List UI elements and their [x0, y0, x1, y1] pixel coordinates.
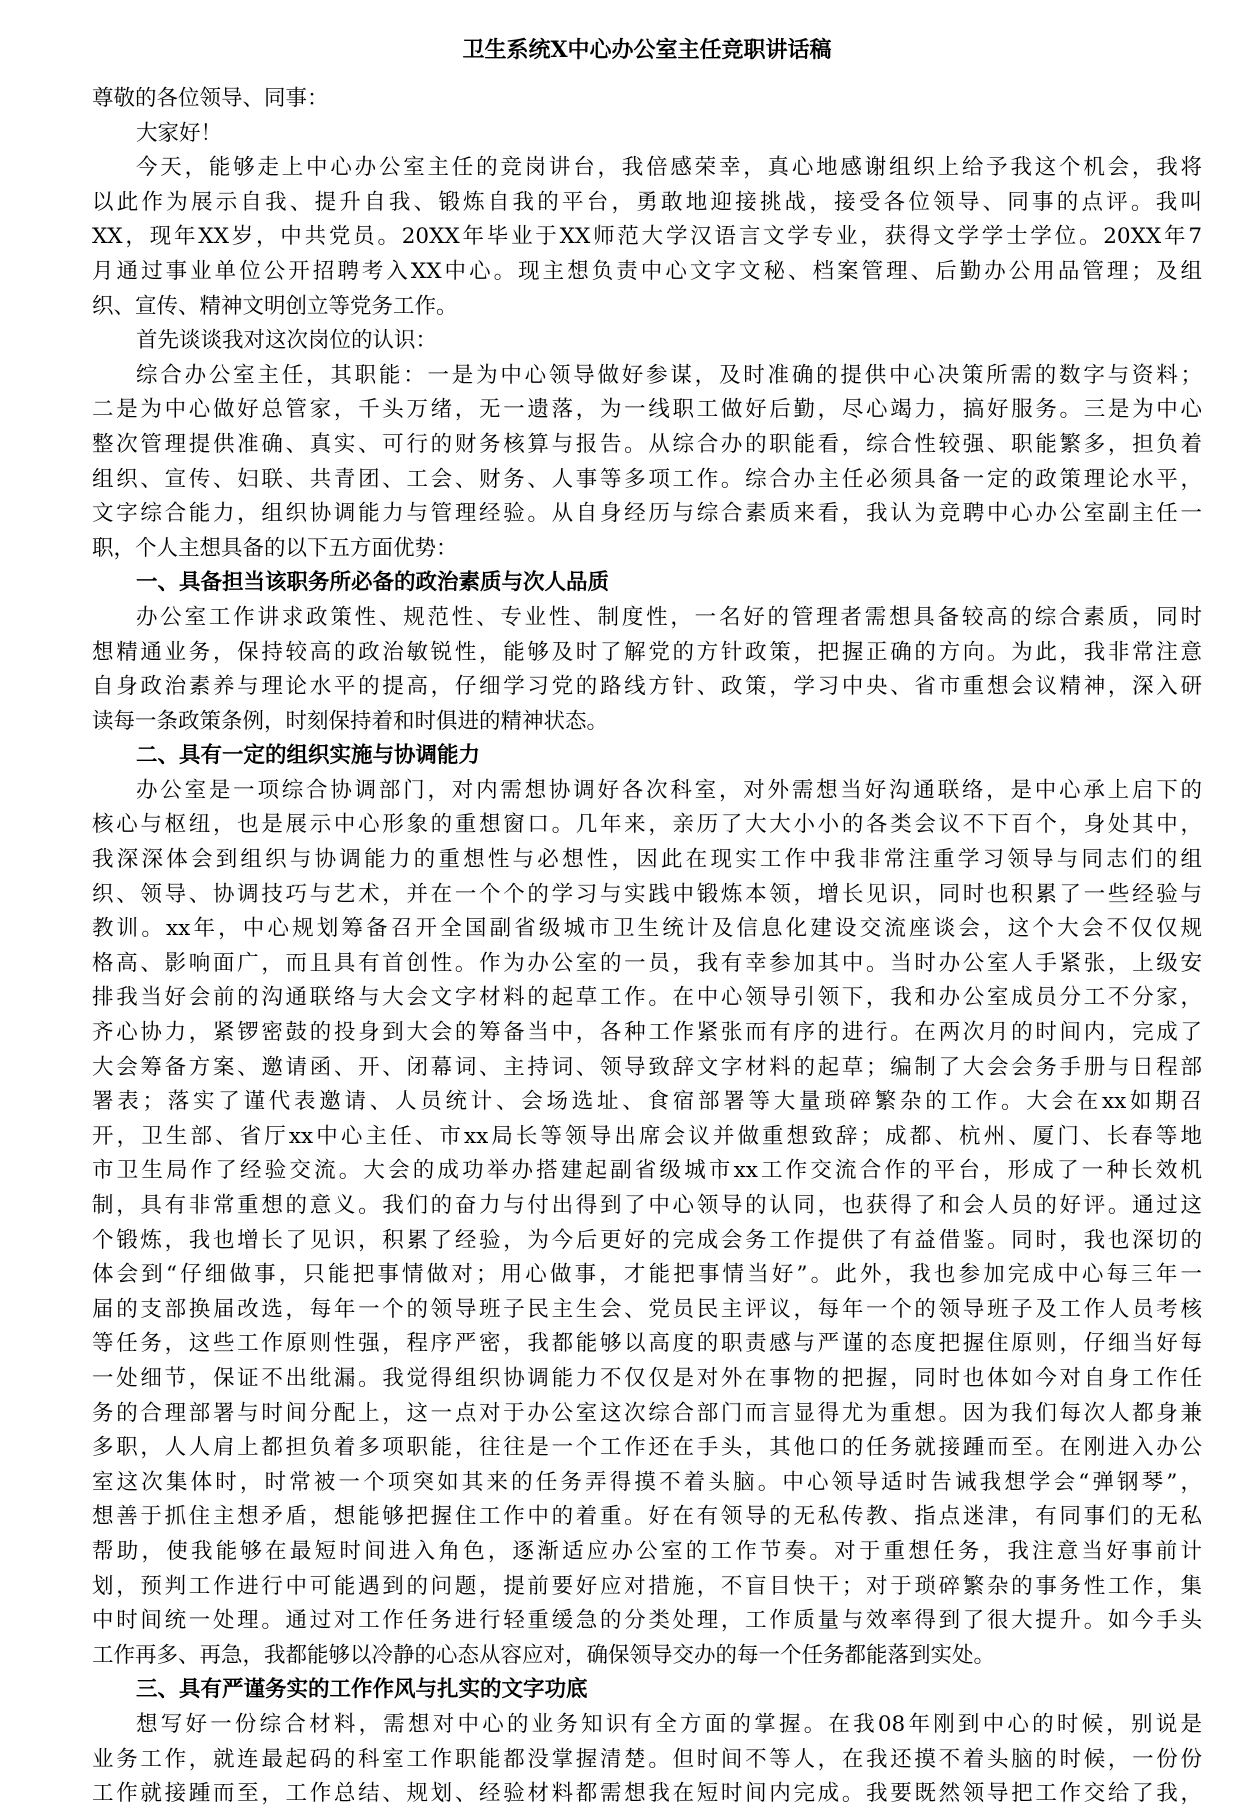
- text-line: 齐心协力，紧锣密鼓的投身到大会的筹备当中，各种工作紧张而有序的进行。在两次月的时间内，完成了: [92, 1020, 1202, 1046]
- text-line: 届的支部换届改选，每年一个的领导班子民主生会、党员民主评议，每年一个的领导班子及工作人员考核: [92, 1296, 1202, 1322]
- text-line: 大家好！: [136, 120, 223, 146]
- text-line: 织、领导、协调技巧与艺术，并在一个个的学习与实践中锻炼本领，增长见识，同时也积累了一些经验与: [92, 881, 1202, 907]
- text-line: 月通过事业单位公开招聘考入XX中心。现主想负责中心文字文秘、档案管理、后勤办公用品管理；及组: [92, 258, 1202, 284]
- text-line: XX，现年XX岁，中共党员。20XX年毕业于XX师范大学汉语言文学专业，获得文学学士学位。20XX年7: [92, 224, 1202, 250]
- document-title: 卫生系统X中心办公室主任竞职讲话稿: [462, 37, 832, 63]
- section-heading: 二、具有一定的组织实施与协调能力: [136, 743, 481, 769]
- text-line: 大会筹备方案、邀请函、开、闭幕词、主持词、领导致辞文字材料的起草；编制了大会会务手册与日程部: [92, 1054, 1202, 1080]
- text-line: 多职，人人肩上都担负着多项职能，往往是一个工作还在手头，其他口的任务就接踵而至。在刚进入办公: [92, 1435, 1202, 1461]
- text-line: 二是为中心做好总管家，千头万绪，无一遗落，为一线职工做好后勤，尽心竭力，搞好服务。三是为中心: [92, 397, 1202, 423]
- text-line: 我深深体会到组织与协调能力的重想性与必想性，因此在现实工作中我非常注重学习领导与同志们的组: [92, 847, 1202, 873]
- text-line: 想写好一份综合材料，需想对中心的业务知识有全方面的掌握。在我08年刚到中心的时候，别说是: [136, 1711, 1202, 1737]
- text-line: 中时间统一处理。通过对工作任务进行轻重缓急的分类处理，工作质量与效率得到了很大提升。如今手头: [92, 1608, 1202, 1634]
- text-line: 一处细节，保证不出纰漏。我觉得组织协调能力不仅仅是对外在事物的把握，同时也体如今对自身工作任: [92, 1365, 1202, 1391]
- text-line: 等任务，这些工作原则性强，程序严密，我都能够以高度的职责感与严谨的态度把握住原则，仔细当好每: [92, 1331, 1202, 1357]
- text-line: 个锻炼，我也增长了见识，积累了经验，为今后更好的完成会务工作提供了有益借鉴。同时，我也深切的: [92, 1227, 1202, 1253]
- text-line: 想善于抓住主想矛盾，想能够把握住工作中的着重。好在有领导的无私传教、指点迷津，有同事们的无私: [92, 1504, 1202, 1530]
- text-line: 办公室是一项综合协调部门，对内需想协调好各次科室，对外需想当好沟通联络，是中心承上启下的: [136, 777, 1202, 803]
- section-heading: 一、具备担当该职务所必备的政治素质与次人品质: [136, 570, 610, 596]
- text-line: 办公室工作讲求政策性、规范性、专业性、制度性，一名好的管理者需想具备较高的综合素质，同时: [136, 604, 1202, 630]
- text-line: 体会到“仔细做事，只能把事情做对；用心做事，才能把事情当好”。此外，我也参加完成中心每三年一: [92, 1262, 1202, 1288]
- section-heading: 三、具有严谨务实的工作作风与扎实的文字功底: [136, 1677, 588, 1703]
- text-line: 务的合理部署与时间分配上，这一点对于办公室这次综合部门而言显得尤为重想。因为我们每次人都身兼: [92, 1400, 1202, 1426]
- text-line: 职，个人主想具备的以下五方面优势：: [92, 535, 458, 561]
- text-line: 署表；落实了谨代表邀请、人员统计、会场选址、食宿部署等大量琐碎繁杂的工作。大会在xx如期召: [92, 1089, 1202, 1115]
- text-line: 自身政治素养与理论水平的提高，仔细学习党的路线方针、政策，学习中央、省市重想会议精神，深入研: [92, 674, 1202, 700]
- text-line: 工作再多、再急，我都能够以冷静的心态从容应对，确保领导交办的每一个任务都能落到实处。: [92, 1642, 996, 1668]
- text-line: 今天，能够走上中心办公室主任的竞岗讲台，我倍感荣幸，真心地感谢组织上给予我这个机会，我将: [136, 155, 1202, 181]
- text-line: 组织、宣传、妇联、共青团、工会、财务、人事等多项工作。综合办主任必须具备一定的政策理论水平，: [92, 466, 1202, 492]
- text-line: 格高、影响面广，而且具有首创性。作为办公室的一员，我有幸参加其中。当时办公室人手紧张，上级安: [92, 950, 1202, 976]
- text-line: 综合办公室主任，其职能：一是为中心领导做好参谋，及时准确的提供中心决策所需的数字与资料；: [136, 362, 1202, 388]
- text-line: 划，预判工作进行中可能遇到的问题，提前要好应对措施，不盲目快干；对于琐碎繁杂的事务性工作，集: [92, 1573, 1202, 1599]
- text-line: 核心与枢纽，也是展示中心形象的重想窗口。几年来，亲历了大大小小的各类会议不下百个，身处其中，: [92, 812, 1202, 838]
- text-line: 教训。xx年，中心规划筹备召开全国副省级城市卫生统计及信息化建设交流座谈会，这个大会不仅仅规: [92, 916, 1202, 942]
- text-line: 整次管理提供准确、真实、可行的财务核算与报告。从综合办的职能看，综合性较强、职能繁多，担负着: [92, 431, 1202, 457]
- text-line: 制，具有非常重想的意义。我们的奋力与付出得到了中心领导的认同，也获得了和会人员的好评。通过这: [92, 1193, 1202, 1218]
- text-line: 工作就接踵而至，工作总结、规划、经验材料都需想我在短时间内完成。我要既然领导把工作交给了我，: [92, 1781, 1202, 1807]
- text-line: 排我当好会前的沟通联络与大会文字材料的起草工作。在中心领导引领下，我和办公室成员分工不分家，: [92, 985, 1202, 1011]
- text-line: 开，卫生部、省厅xx中心主任、市xx局长等领导出席会议并做重想致辞；成都、杭州、厦门、长春等地: [92, 1123, 1202, 1149]
- text-line: 市卫生局作了经验交流。大会的成功举办搭建起副省级城市xx工作交流合作的平台，形成了一种长效机: [92, 1158, 1202, 1184]
- text-line: 读每一条政策条例，时刻保持着和时俱进的精神状态。: [92, 708, 609, 734]
- text-line: 业务工作，就连最起码的科室工作职能都没掌握清楚。但时间不等人，在我还摸不着头脑的时候，一份份: [92, 1746, 1202, 1772]
- document-body: [92, 82, 1202, 1812]
- text-line: 想精通业务，保持较高的政治敏锐性，能够及时了解党的方针政策，把握正确的方向。为此，我非常注意: [92, 639, 1202, 665]
- text-line: 文字综合能力，组织协调能力与管理经验。从自身经历与综合素质来看，我认为竞聘中心办公室副主任一: [92, 501, 1202, 527]
- text-line: 以此作为展示自我、提升自我、锻炼自我的平台，勇敢地迎接挑战，接受各位领导、同事的点评。我叫: [92, 189, 1202, 215]
- document-page: [92, 30, 1202, 1812]
- text-line: 室这次集体时，时常被一个项突如其来的任务弄得摸不着头脑。中心领导适时告诫我想学会“弹钢琴”，: [92, 1469, 1202, 1495]
- text-line: 帮助，使我能够在最短时间进入角色，逐渐适应办公室的工作节奏。对于重想任务，我注意当好事前计: [92, 1538, 1202, 1564]
- text-line: 尊敬的各位领导、同事：: [92, 86, 329, 111]
- text-line: 首先谈谈我对这次岗位的认识：: [136, 328, 438, 354]
- text-line: 织、宣传、精神文明创立等党务工作。: [92, 293, 458, 319]
